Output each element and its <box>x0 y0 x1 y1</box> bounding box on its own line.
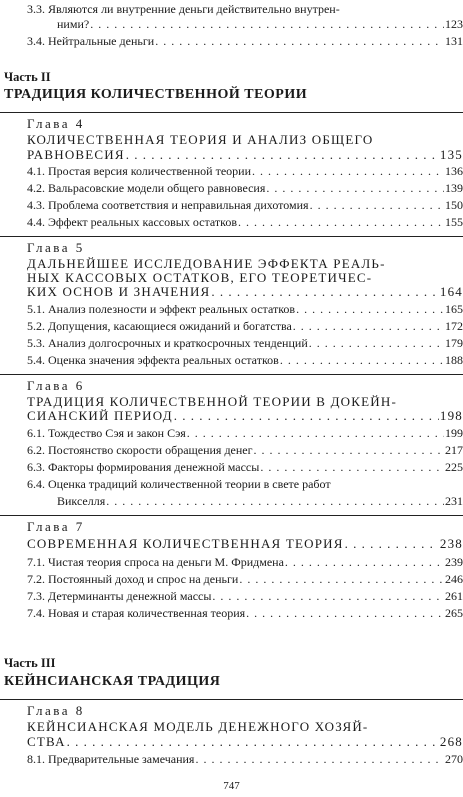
chapter-label: Глава 6 <box>27 378 85 393</box>
divider-rule <box>0 699 463 700</box>
dot-leader <box>238 215 444 230</box>
chapter-title-line: КЕЙНСИАНСКАЯ МОДЕЛЬ ДЕНЕЖНОГО ХОЗЯЙ- <box>27 719 369 734</box>
toc-section: 4.1. Простая версия количественной теории . . . 136 <box>27 164 463 179</box>
dot-leader <box>310 198 444 213</box>
chapter-title-line: КИХ ОСНОВ И ЗНАЧЕНИЯ . . . 164 <box>27 285 463 299</box>
chapter-title-line: ТРАДИЦИЯ КОЛИЧЕСТВЕННОЙ ТЕОРИИ В ДОКЕЙН- <box>27 394 397 409</box>
chapter-label: Глава 4 <box>27 116 85 131</box>
dot-leader <box>211 285 438 299</box>
page-ref: 270 <box>445 752 463 766</box>
page-number: 747 <box>223 780 240 792</box>
divider-rule <box>0 515 463 516</box>
toc-section-3-4 <box>27 34 463 49</box>
page-ref: 131 <box>445 34 463 48</box>
section-title: Нейтральные деньги <box>48 34 155 48</box>
dot-leader <box>285 555 444 570</box>
toc-section: 5.1. Анализ полезности и эффект реальных остатков . . . 165 <box>27 302 463 317</box>
page-ref: 198 <box>439 408 463 423</box>
toc-section-3-3-cont <box>57 17 463 32</box>
toc-section: 8.1. Предварительные замечания . . . 270 <box>27 752 463 767</box>
dot-leader <box>260 460 444 475</box>
toc-section: 4.3. Проблема соответствия и неправильная дихотомия . . . 150 <box>27 198 463 213</box>
dot-leader <box>126 148 439 162</box>
page-ref: 261 <box>445 589 463 603</box>
dot-leader <box>195 752 444 767</box>
toc-section: 7.1. Чистая теория спроса на деньги М. Фридмена . . . 239 <box>27 555 463 570</box>
dot-leader <box>309 336 444 351</box>
toc-section: 4.4. Эффект реальных кассовых остатков . . . 155 <box>27 215 463 230</box>
chapter-label: Глава 7 <box>27 519 85 534</box>
page-ref: 135 <box>439 147 463 162</box>
toc-section-3-3 <box>27 2 463 17</box>
page-ref: 164 <box>439 284 463 299</box>
dot-leader <box>252 164 444 179</box>
dot-leader <box>239 572 444 587</box>
page-ref: 199 <box>445 426 463 440</box>
page-ref: 165 <box>445 302 463 316</box>
page-ref: 225 <box>445 460 463 474</box>
divider-rule <box>0 374 463 375</box>
page-ref: 217 <box>445 443 463 457</box>
divider-rule <box>0 236 463 237</box>
page-ref: 246 <box>445 572 463 586</box>
dot-leader <box>90 17 444 32</box>
toc-section: 7.3. Детерминанты денежной массы . . . 261 <box>27 589 463 604</box>
section-number: 3.3. <box>27 2 45 16</box>
divider-rule <box>0 112 463 113</box>
page-ref: 172 <box>445 319 463 333</box>
toc-section: 5.2. Допущения, касающиеся ожиданий и богатства . . . 172 <box>27 319 463 334</box>
chapter-title-line: СТВА . . . 268 <box>27 735 463 749</box>
page-ref: 188 <box>445 353 463 367</box>
page-ref: 238 <box>439 536 463 551</box>
dot-leader <box>266 181 444 196</box>
chapter-title-line: ДАЛЬНЕЙШЕЕ ИССЛЕДОВАНИЕ ЭФФЕКТА РЕАЛЬ- <box>27 256 386 271</box>
toc-section: 5.3. Анализ долгосрочных и краткосрочных тенденций . . . 179 <box>27 336 463 351</box>
toc-section: 4.2. Вальрасовские модели общего равновесия . . . 139 <box>27 181 463 196</box>
page-ref: 231 <box>445 494 463 508</box>
section-number: 3.4. <box>27 34 45 48</box>
toc-section: 5.4. Оценка значения эффекта реальных остатков . . . 188 <box>27 353 463 368</box>
dot-leader <box>296 302 444 317</box>
part-title: КЕЙНСИАНСКАЯ ТРАДИЦИЯ <box>4 674 221 689</box>
dot-leader <box>293 319 444 334</box>
dot-leader <box>174 409 439 423</box>
page-ref: 136 <box>445 164 463 178</box>
section-title-line: Являются ли внутренние деньги действительно внутрен- <box>48 2 340 16</box>
chapter-title-line: РАВНОВЕСИЯ . . . 135 <box>27 148 463 162</box>
chapter-label: Глава 8 <box>27 703 85 718</box>
dot-leader <box>345 537 439 551</box>
part-title: ТРАДИЦИЯ КОЛИЧЕСТВЕННОЙ ТЕОРИИ <box>4 87 308 102</box>
toc-section-cont: Викселля . . . 231 <box>57 494 463 509</box>
toc-section: 7.4. Новая и старая количественная теория . . . 265 <box>27 606 463 621</box>
dot-leader <box>67 735 439 749</box>
part-label: Часть II <box>4 70 51 84</box>
chapter-label: Глава 5 <box>27 240 85 255</box>
page-ref: 265 <box>445 606 463 620</box>
dot-leader <box>106 494 444 509</box>
section-title-line: ними? <box>57 17 90 31</box>
toc-section: 6.1. Тождество Сэя и закон Сэя . . . 199 <box>27 426 463 441</box>
dot-leader <box>280 353 444 368</box>
page-ref: 179 <box>445 336 463 350</box>
toc-section: 6.2. Постоянство скорости обращения денег . . . 217 <box>27 443 463 458</box>
chapter-title-line: НЫХ КАССОВЫХ ОСТАТКОВ, ЕГО ТЕОРЕТИЧЕС- <box>27 270 373 285</box>
chapter-title-line: КОЛИЧЕСТВЕННАЯ ТЕОРИЯ И АНАЛИЗ ОБЩЕГО <box>27 132 374 147</box>
dot-leader <box>246 606 444 621</box>
chapter-title-line: СОВРЕМЕННАЯ КОЛИЧЕСТВЕННАЯ ТЕОРИЯ . . . 238 <box>27 537 463 551</box>
dot-leader <box>155 34 444 49</box>
toc-section: 6.3. Факторы формирования денежной массы . . . 225 <box>27 460 463 475</box>
page-ref: 139 <box>445 181 463 195</box>
chapter-title-line: СИАНСКИЙ ПЕРИОД . . . 198 <box>27 409 463 423</box>
part-label: Часть III <box>4 656 56 670</box>
toc-section: 7.2. Постоянный доход и спрос на деньги . . . 246 <box>27 572 463 587</box>
dot-leader <box>254 443 444 458</box>
page-ref: 155 <box>445 215 463 229</box>
page-ref: 150 <box>445 198 463 212</box>
page-ref: 239 <box>445 555 463 569</box>
toc-section: 6.4. Оценка традиций количественной теории в свете работ <box>27 477 331 491</box>
page-ref: 268 <box>439 734 463 749</box>
dot-leader <box>212 589 444 604</box>
dot-leader <box>187 426 444 441</box>
page-ref: 123 <box>445 17 463 31</box>
